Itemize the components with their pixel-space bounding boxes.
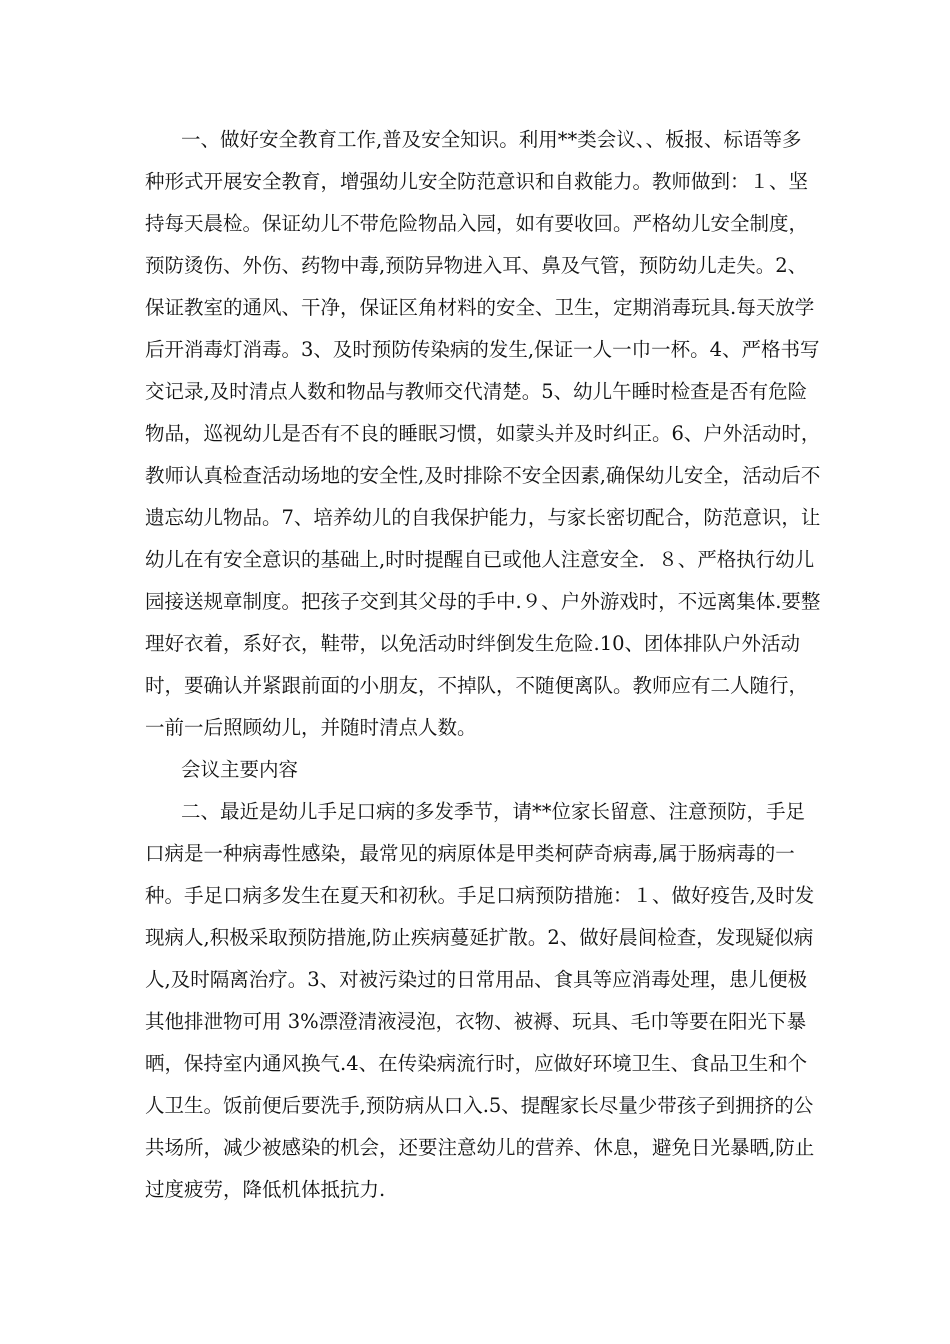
paragraph-line: 教师认真检查活动场地的安全性,及时排除不安全因素,确保幼儿安全，活动后不 xyxy=(145,464,821,487)
paragraph-line: 理好衣着，系好衣，鞋带，以免活动时绊倒发生危险.10、团体排队户外活动 xyxy=(145,632,801,655)
paragraph-line: 遗忘幼儿物品。7、培养幼儿的自我保护能力，与家长密切配合，防范意识，让 xyxy=(145,506,821,529)
paragraph-line: 口病是一种病毒性感染，最常见的病原体是甲类柯萨奇病毒,属于肠病毒的一 xyxy=(145,842,795,865)
paragraph-line: 保证教室的通风、干净，保证区角材料的安全、卫生，定期消毒玩具.每天放学 xyxy=(145,296,815,319)
paragraph-line: 共场所，减少被感染的机会，还要注意幼儿的营养、休息，避免日光暴晒,防止 xyxy=(145,1136,815,1159)
paragraph-line: 持每天晨检。保证幼儿不带危险物品入园，如有要收回。严格幼儿安全制度， xyxy=(145,212,809,235)
paragraph-line: 种形式开展安全教育，增强幼儿安全防范意识和自救能力。教师做到：１、坚 xyxy=(145,170,809,193)
paragraph-line: 二、最近是幼儿手足口病的多发季节，请**位家长留意、注意预防，手足 xyxy=(181,800,806,823)
paragraph-line: 后开消毒灯消毒。3、及时预防传染病的发生,保证一人一巾一杯。4、严格书写 xyxy=(145,338,820,361)
paragraph-line: 时，要确认并紧跟前面的小朋友，不掉队，不随便离队。教师应有二人随行， xyxy=(145,674,809,697)
paragraph-line: 种。手足口病多发生在夏天和初秋。手足口病预防措施：１、做好疫告,及时发 xyxy=(145,884,815,907)
paragraph-line: 一前一后照顾幼儿，并随时清点人数。 xyxy=(145,716,477,739)
paragraph-line: 预防烫伤、外伤、药物中毒,预防异物进入耳、鼻及气管，预防幼儿走失。2、 xyxy=(145,254,808,277)
paragraph-line: 晒，保持室内通风换气.4、在传染病流行时，应做好环境卫生、食品卫生和个 xyxy=(145,1052,808,1075)
paragraph-line: 人卫生。饭前便后要洗手,预防病从口入.5、提醒家长尽量少带孩子到拥挤的公 xyxy=(145,1094,814,1117)
paragraph-line: 人,及时隔离治疗。3、对被污染过的日常用品、食具等应消毒处理，患儿便极 xyxy=(145,968,808,991)
paragraph-line: 过度疲劳，降低机体抵抗力. xyxy=(145,1178,386,1201)
paragraph-line: 幼儿在有安全意识的基础上,时时提醒自已或他人注意安全．８、严格执行幼儿 xyxy=(145,548,815,571)
paragraph-line: 物品，巡视幼儿是否有不良的睡眠习惯，如蒙头并及时纠正。6、户外活动时， xyxy=(145,422,821,445)
paragraph-line: 交记录,及时清点人数和物品与教师交代清楚。5、幼儿午睡时检查是否有危险 xyxy=(145,380,808,403)
paragraph-line: 现病人,积极采取预防措施,防止疾病蔓延扩散。2、做好晨间检查，发现疑似病 xyxy=(145,926,814,949)
paragraph-line: 其他排泄物可用 3%漂澄清液浸泡，衣物、被褥、玩具、毛巾等要在阳光下暴 xyxy=(145,1010,807,1033)
section-heading: 会议主要内容 xyxy=(181,758,299,781)
paragraph-line: 园接送规章制度。把孩子交到其父母的手中.９、户外游戏时，不远离集体.要整 xyxy=(145,590,821,613)
paragraph-line: 一、做好安全教育工作,普及安全知识。利用**类会议、、板报、标语等多 xyxy=(181,128,802,151)
